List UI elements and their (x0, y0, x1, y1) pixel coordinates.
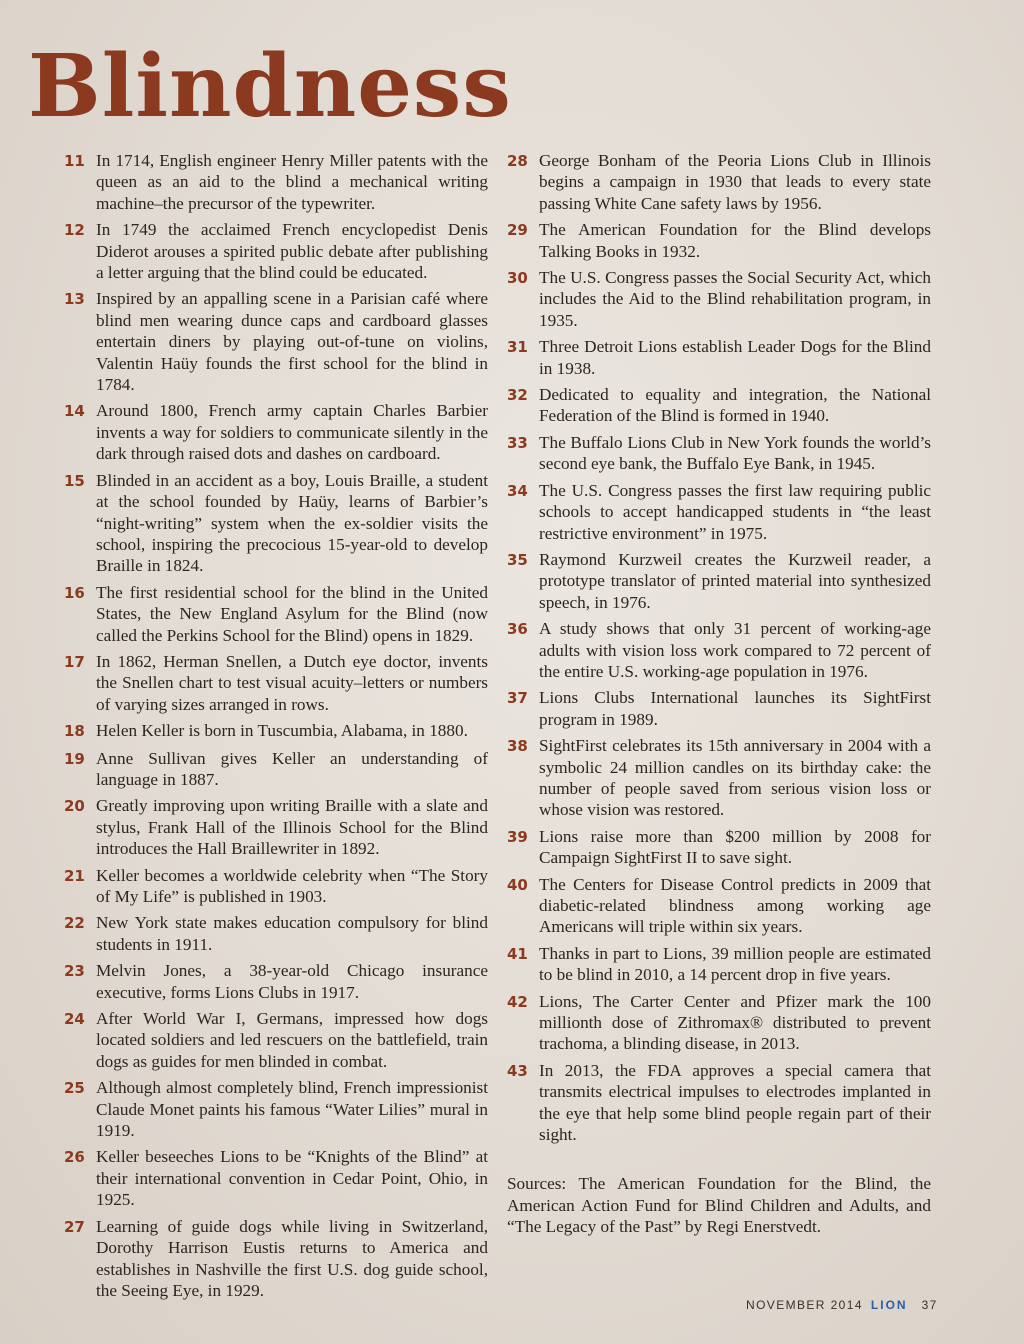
entry-number: 14 (64, 402, 85, 421)
entry-number: 24 (64, 1010, 85, 1029)
entry-text: Around 1800, French army captain Charles Barbier invents a way for soldiers to communicate silently in the dark through raised dots and dashes on cardboard. (96, 401, 488, 464)
entry-text: A study shows that only 31 percent of working-age adults with vision loss work compared to 72 percent of the entire U.S. working-age population in 1976. (539, 619, 931, 681)
timeline-entry (64, 219, 488, 283)
entry-text: Inspired by an appalling scene in a Parisian café where blind men wearing dunce caps and cardboard glasses entertain diners by playing out-of-tune on violins, Valentin Haüy founds the first school for the blind in 1784. (96, 289, 488, 395)
entry-number: 15 (64, 471, 85, 490)
entry-text: Learning of guide dogs while living in Switzerland, Dorothy Harrison Eustis returns to America and establishes in Nashville the first U.S. dog guide school, the Seeing Eye, in 1929. (96, 1216, 488, 1300)
timeline-entry (507, 991, 931, 1055)
entry-text: In 1749 the acclaimed French encyclopedist Denis Diderot arouses a spirited public debate after publishing a letter arguing that the blind could be educated. (96, 220, 488, 283)
entry-text: New York state makes education compulsory for blind students in 1911. (96, 913, 488, 954)
timeline-entry (64, 960, 488, 1003)
entry-text: The first residential school for the blind in the United States, the New England Asylum for the Blind (now called the Perkins School for the Blind) opens in 1829. (96, 582, 488, 645)
entry-number: 22 (64, 914, 85, 933)
timeline-entry (507, 432, 931, 475)
entry-number: 21 (64, 866, 85, 885)
entry-number: 39 (507, 827, 528, 846)
entry-text: Blinded in an accident as a boy, Louis Braille, a student at the school founded by Haüy, learns of Barbier’s “night-writing” system when the ex-soldier visits the school, inspiring the precocious 15-year-old to develop Braille in 1824. (96, 470, 488, 576)
timeline-entry (64, 582, 488, 646)
entry-number: 16 (64, 583, 85, 602)
entry-text: In 1862, Herman Snellen, a Dutch eye doctor, invents the Snellen chart to test visual acuity–letters or numbers of varying sizes arranged in rows. (96, 651, 488, 714)
timeline-entry (64, 748, 488, 791)
timeline-entry (507, 826, 931, 869)
timeline-column-left (64, 150, 488, 1306)
entry-number: 19 (64, 749, 85, 768)
entry-text: Keller beseeches Lions to be “Knights of the Blind” at their international convention in Cedar Point, Ohio, in 1925. (96, 1147, 488, 1210)
entry-text: The U.S. Congress passes the first law requiring public schools to accept handicapped students in “the least restrictive environment” in 1975. (539, 480, 931, 543)
entry-text: Lions Clubs International launches its SightFirst program in 1989. (539, 688, 931, 729)
timeline-entry (507, 618, 931, 682)
entry-text: Although almost completely blind, French impressionist Claude Monet paints his famous “Water Lilies” mural in 1919. (96, 1078, 488, 1141)
entry-number: 31 (507, 338, 528, 357)
timeline-entry (64, 288, 488, 395)
entry-number: 41 (507, 944, 528, 963)
entry-number: 36 (507, 620, 528, 639)
page-number: 37 (921, 1298, 938, 1312)
timeline-entry (507, 150, 931, 214)
timeline-entry (507, 384, 931, 427)
entry-text: The American Foundation for the Blind develops Talking Books in 1932. (539, 220, 931, 261)
magazine-name: LION (870, 1298, 908, 1312)
timeline-entry (64, 912, 488, 955)
timeline-entry (64, 150, 488, 214)
entry-number: 40 (507, 875, 528, 894)
timeline-entry (64, 651, 488, 715)
timeline-entry (64, 470, 488, 577)
timeline-entry (64, 1008, 488, 1072)
issue-date: NOVEMBER 2014 (746, 1298, 863, 1312)
entry-number: 27 (64, 1217, 85, 1236)
timeline-entry (64, 865, 488, 908)
entry-text: Lions raise more than $200 million by 2008 for Campaign SightFirst II to save sight. (539, 826, 931, 868)
entry-text: Melvin Jones, a 38-year-old Chicago insurance executive, forms Lions Clubs in 1917. (96, 961, 488, 1002)
entry-number: 35 (507, 550, 528, 569)
entry-number: 13 (64, 290, 85, 309)
entry-number: 25 (64, 1079, 85, 1098)
entry-text: Anne Sullivan gives Keller an understanding of language in 1887. (96, 748, 488, 789)
timeline-entry (64, 400, 488, 464)
timeline-entry (507, 480, 931, 544)
entry-text: In 2013, the FDA approves a special camera that transmits electrical impulses to electrodes implanted in the eye that help some blind people regain part of their sight. (539, 1060, 931, 1145)
timeline-entry (507, 874, 931, 938)
entry-number: 17 (64, 652, 85, 671)
timeline-entry (507, 549, 931, 613)
entry-text: Three Detroit Lions establish Leader Dogs for the Blind in 1938. (539, 337, 931, 378)
entry-text: George Bonham of the Peoria Lions Club in Illinois begins a campaign in 1930 that leads to every state passing White Cane safety laws by 1956. (539, 151, 931, 213)
entry-number: 43 (507, 1061, 528, 1080)
entry-text: The U.S. Congress passes the Social Security Act, which includes the Aid to the Blind rehabilitation program, in 1935. (539, 268, 931, 330)
timeline-entry (64, 1216, 488, 1302)
entry-text: Lions, The Carter Center and Pfizer mark the 100 millionth dose of Zithromax® distributed to prevent trachoma, a blinding disease, in 2013. (539, 991, 931, 1054)
timeline-entry (507, 336, 931, 379)
entry-number: 26 (64, 1148, 85, 1167)
entry-text: The Centers for Disease Control predicts in 2009 that diabetic-related blindness among working age Americans will triple within six years. (539, 874, 931, 937)
entry-number: 33 (507, 433, 528, 452)
timeline-entry (64, 1146, 488, 1210)
entry-number: 30 (507, 269, 528, 288)
page-footer (746, 1298, 938, 1312)
entry-number: 38 (507, 737, 528, 756)
entry-number: 18 (64, 722, 85, 741)
entry-text: Keller becomes a worldwide celebrity when “The Story of My Life” is published in 1903. (96, 865, 488, 906)
page-title: Blindness (28, 36, 512, 137)
entry-text: Dedicated to equality and integration, the National Federation of the Blind is formed in 1940. (539, 385, 931, 426)
entry-number: 12 (64, 221, 85, 240)
entry-text: SightFirst celebrates its 15th anniversary in 2004 with a symbolic 24 million candles on its birthday cake: the number of people saved from serious vision loss or whose vision was restored. (539, 736, 931, 820)
entry-text: Helen Keller is born in Tuscumbia, Alabama, in 1880. (96, 721, 468, 741)
sources-note: Sources: The American Foundation for the Blind, the American Action Fund for Blind Children and Adults, and “The Legacy of the Past” by Regi Enerstvedt. (507, 1174, 931, 1237)
entry-text: The Buffalo Lions Club in New York founds the world’s second eye bank, the Buffalo Eye Bank, in 1945. (539, 432, 931, 474)
timeline-entry (64, 795, 488, 859)
timeline-entry (507, 687, 931, 730)
timeline-entry (507, 943, 931, 986)
entry-text: Thanks in part to Lions, 39 million people are estimated to be blind in 2010, a 14 percent drop in five years. (539, 943, 931, 985)
timeline-entry (507, 219, 931, 262)
timeline-entry (64, 1077, 488, 1141)
entry-number: 11 (64, 152, 85, 170)
timeline-column-right (507, 150, 931, 1255)
timeline-entry (507, 735, 931, 821)
entry-number: 34 (507, 481, 528, 500)
entry-text: Greatly improving upon writing Braille with a slate and stylus, Frank Hall of the Illinois School for the Blind introduces the Hall Braillewriter in 1892. (96, 796, 488, 859)
timeline-entry (64, 720, 488, 742)
entry-text: After World War I, Germans, impressed how dogs located soldiers and led rescuers on the battlefield, train dogs as guides for men blinded in combat. (96, 1009, 488, 1071)
entry-text: In 1714, English engineer Henry Miller patents with the queen as an aid to the blind a mechanical writing machine–the precursor of the typewriter. (96, 151, 488, 213)
entry-number: 37 (507, 689, 528, 708)
entry-number: 29 (507, 221, 528, 240)
entry-number: 28 (507, 152, 528, 170)
timeline-entry (507, 267, 931, 331)
entry-number: 42 (507, 992, 528, 1011)
entry-number: 20 (64, 797, 85, 816)
entry-number: 32 (507, 386, 528, 405)
entry-text: Raymond Kurzweil creates the Kurzweil reader, a prototype translator of printed material into synthesized speech, in 1976. (539, 549, 931, 612)
timeline-entry (507, 1060, 931, 1146)
entry-number: 23 (64, 962, 85, 981)
